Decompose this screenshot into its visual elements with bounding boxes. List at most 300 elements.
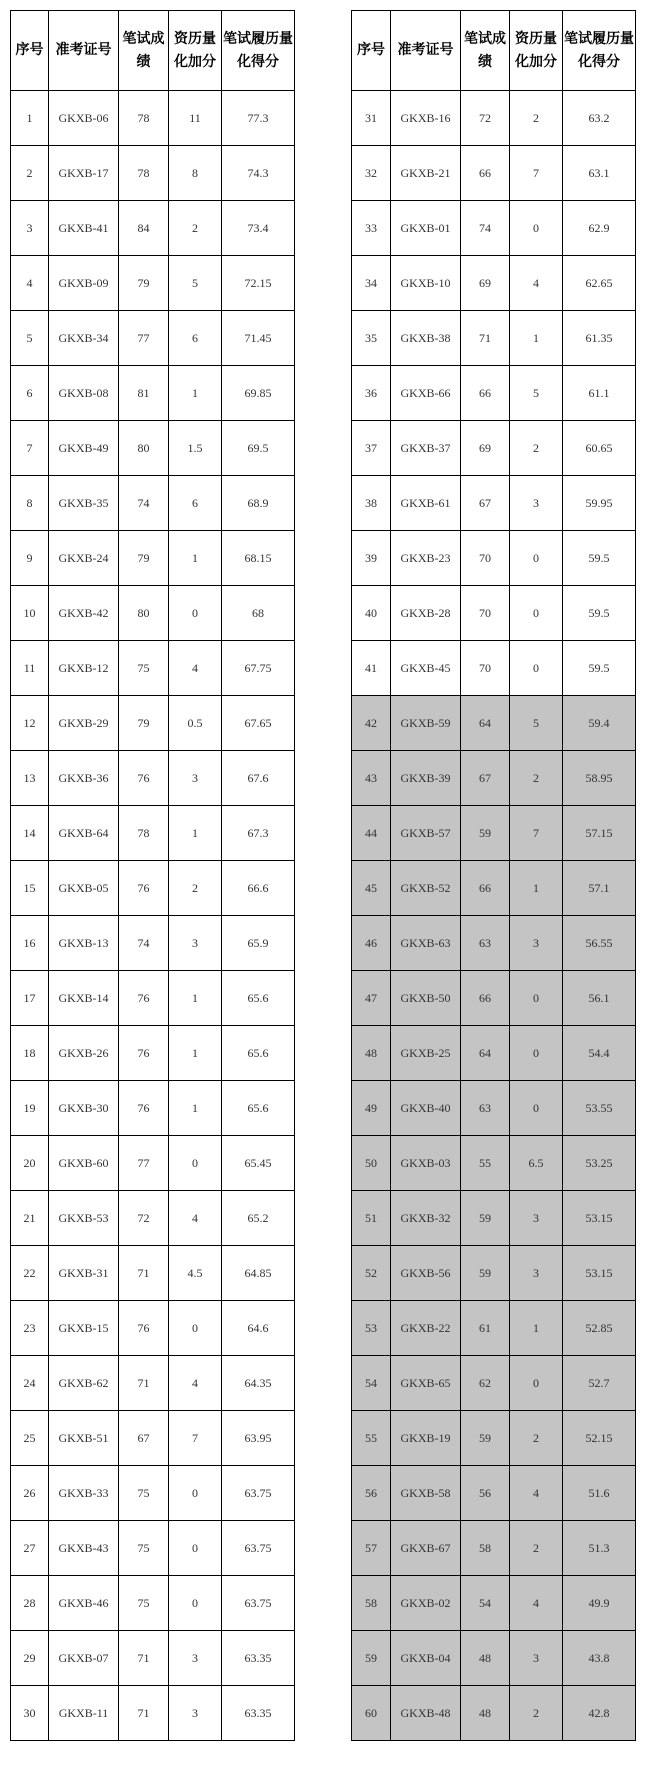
cell-index: 54: [352, 1356, 391, 1411]
cell-total-score: 67.6: [222, 751, 295, 806]
cell-index: 16: [11, 916, 49, 971]
cell-exam-id: GKXB-56: [391, 1246, 461, 1301]
cell-written-score: 62: [461, 1356, 510, 1411]
header-index: 序号: [352, 11, 391, 91]
score-table-right: [351, 10, 636, 1741]
cell-total-score: 65.6: [222, 1081, 295, 1136]
cell-qualification-bonus: 7: [510, 806, 563, 861]
cell-qualification-bonus: 0: [510, 586, 563, 641]
header-row: [11, 11, 295, 91]
cell-index: 37: [352, 421, 391, 476]
cell-written-score: 74: [461, 201, 510, 256]
table-row: [352, 916, 636, 971]
cell-written-score: 64: [461, 1026, 510, 1081]
cell-exam-id: GKXB-39: [391, 751, 461, 806]
cell-total-score: 60.65: [563, 421, 636, 476]
cell-index: 21: [11, 1191, 49, 1246]
cell-total-score: 59.4: [563, 696, 636, 751]
cell-index: 18: [11, 1026, 49, 1081]
cell-exam-id: GKXB-52: [391, 861, 461, 916]
cell-qualification-bonus: 5: [169, 256, 222, 311]
cell-exam-id: GKXB-09: [49, 256, 119, 311]
cell-exam-id: GKXB-28: [391, 586, 461, 641]
cell-written-score: 77: [119, 1136, 169, 1191]
cell-index: 28: [11, 1576, 49, 1631]
cell-exam-id: GKXB-10: [391, 256, 461, 311]
cell-exam-id: GKXB-38: [391, 311, 461, 366]
cell-index: 36: [352, 366, 391, 421]
cell-qualification-bonus: 3: [510, 476, 563, 531]
header-qualification-bonus: 资历量化加分: [169, 11, 222, 91]
table-row: [11, 1521, 295, 1576]
cell-index: 44: [352, 806, 391, 861]
cell-written-score: 75: [119, 1576, 169, 1631]
cell-index: 38: [352, 476, 391, 531]
cell-total-score: 52.7: [563, 1356, 636, 1411]
cell-exam-id: GKXB-15: [49, 1301, 119, 1356]
table-row: [352, 806, 636, 861]
table-row: [11, 916, 295, 971]
cell-index: 25: [11, 1411, 49, 1466]
cell-total-score: 63.95: [222, 1411, 295, 1466]
cell-index: 43: [352, 751, 391, 806]
cell-written-score: 59: [461, 1246, 510, 1301]
cell-total-score: 63.35: [222, 1631, 295, 1686]
cell-written-score: 81: [119, 366, 169, 421]
table-row: [11, 421, 295, 476]
cell-qualification-bonus: 3: [510, 916, 563, 971]
cell-exam-id: GKXB-43: [49, 1521, 119, 1576]
cell-index: 20: [11, 1136, 49, 1191]
cell-qualification-bonus: 1: [510, 1301, 563, 1356]
cell-written-score: 76: [119, 1026, 169, 1081]
cell-qualification-bonus: 3: [510, 1631, 563, 1686]
cell-written-score: 79: [119, 256, 169, 311]
cell-index: 56: [352, 1466, 391, 1521]
cell-qualification-bonus: 1: [169, 971, 222, 1026]
cell-exam-id: GKXB-02: [391, 1576, 461, 1631]
cell-index: 1: [11, 91, 49, 146]
cell-written-score: 71: [119, 1631, 169, 1686]
cell-index: 58: [352, 1576, 391, 1631]
cell-total-score: 74.3: [222, 146, 295, 201]
cell-index: 49: [352, 1081, 391, 1136]
cell-total-score: 43.8: [563, 1631, 636, 1686]
table-row: [352, 256, 636, 311]
cell-exam-id: GKXB-51: [49, 1411, 119, 1466]
table-row: [11, 311, 295, 366]
header-row: [352, 11, 636, 91]
cell-exam-id: GKXB-22: [391, 1301, 461, 1356]
cell-total-score: 61.35: [563, 311, 636, 366]
cell-total-score: 53.25: [563, 1136, 636, 1191]
cell-total-score: 57.15: [563, 806, 636, 861]
cell-qualification-bonus: 3: [169, 1686, 222, 1741]
cell-index: 32: [352, 146, 391, 201]
table-row: [11, 256, 295, 311]
table-row: [352, 1081, 636, 1136]
cell-exam-id: GKXB-01: [391, 201, 461, 256]
cell-index: 17: [11, 971, 49, 1026]
cell-qualification-bonus: 3: [510, 1246, 563, 1301]
cell-written-score: 66: [461, 861, 510, 916]
cell-written-score: 70: [461, 531, 510, 586]
cell-total-score: 67.3: [222, 806, 295, 861]
cell-written-score: 72: [461, 91, 510, 146]
header-index: 序号: [11, 11, 49, 91]
header-total-score: 笔试履历量化得分: [222, 11, 295, 91]
cell-exam-id: GKXB-61: [391, 476, 461, 531]
cell-written-score: 63: [461, 1081, 510, 1136]
cell-total-score: 59.95: [563, 476, 636, 531]
cell-total-score: 68.9: [222, 476, 295, 531]
cell-total-score: 65.6: [222, 1026, 295, 1081]
cell-written-score: 78: [119, 806, 169, 861]
cell-exam-id: GKXB-41: [49, 201, 119, 256]
cell-index: 31: [352, 91, 391, 146]
cell-exam-id: GKXB-07: [49, 1631, 119, 1686]
cell-qualification-bonus: 7: [510, 146, 563, 201]
cell-index: 15: [11, 861, 49, 916]
cell-total-score: 65.45: [222, 1136, 295, 1191]
cell-qualification-bonus: 0.5: [169, 696, 222, 751]
cell-qualification-bonus: 2: [510, 1411, 563, 1466]
cell-index: 60: [352, 1686, 391, 1741]
cell-total-score: 64.35: [222, 1356, 295, 1411]
cell-written-score: 66: [461, 971, 510, 1026]
score-table-right-body: [352, 91, 636, 1741]
table-row: [352, 476, 636, 531]
cell-exam-id: GKXB-36: [49, 751, 119, 806]
cell-index: 30: [11, 1686, 49, 1741]
cell-qualification-bonus: 1: [169, 1081, 222, 1136]
header-qualification-bonus: 资历量化加分: [510, 11, 563, 91]
cell-written-score: 67: [461, 751, 510, 806]
table-row: [352, 1576, 636, 1631]
cell-written-score: 74: [119, 916, 169, 971]
table-row: [352, 641, 636, 696]
cell-exam-id: GKXB-31: [49, 1246, 119, 1301]
table-row: [11, 696, 295, 751]
table-row: [11, 476, 295, 531]
cell-index: 22: [11, 1246, 49, 1301]
cell-written-score: 66: [461, 366, 510, 421]
cell-index: 53: [352, 1301, 391, 1356]
table-row: [352, 696, 636, 751]
cell-exam-id: GKXB-37: [391, 421, 461, 476]
table-row: [352, 1136, 636, 1191]
cell-written-score: 63: [461, 916, 510, 971]
cell-total-score: 61.1: [563, 366, 636, 421]
cell-qualification-bonus: 0: [169, 1521, 222, 1576]
cell-qualification-bonus: 5: [510, 366, 563, 421]
cell-index: 40: [352, 586, 391, 641]
cell-total-score: 62.65: [563, 256, 636, 311]
cell-index: 45: [352, 861, 391, 916]
cell-index: 33: [352, 201, 391, 256]
cell-total-score: 71.45: [222, 311, 295, 366]
cell-exam-id: GKXB-64: [49, 806, 119, 861]
cell-qualification-bonus: 3: [169, 751, 222, 806]
cell-qualification-bonus: 2: [510, 751, 563, 806]
cell-index: 35: [352, 311, 391, 366]
cell-exam-id: GKXB-11: [49, 1686, 119, 1741]
cell-index: 57: [352, 1521, 391, 1576]
cell-qualification-bonus: 1.5: [169, 421, 222, 476]
cell-index: 23: [11, 1301, 49, 1356]
cell-exam-id: GKXB-57: [391, 806, 461, 861]
cell-written-score: 76: [119, 861, 169, 916]
cell-total-score: 57.1: [563, 861, 636, 916]
cell-written-score: 80: [119, 421, 169, 476]
cell-written-score: 84: [119, 201, 169, 256]
table-row: [352, 201, 636, 256]
cell-index: 12: [11, 696, 49, 751]
cell-total-score: 49.9: [563, 1576, 636, 1631]
cell-written-score: 71: [119, 1246, 169, 1301]
cell-written-score: 59: [461, 1411, 510, 1466]
cell-index: 50: [352, 1136, 391, 1191]
cell-total-score: 69.5: [222, 421, 295, 476]
cell-index: 46: [352, 916, 391, 971]
cell-written-score: 80: [119, 586, 169, 641]
score-table-left-body: [11, 91, 295, 1741]
cell-index: 27: [11, 1521, 49, 1576]
cell-qualification-bonus: 2: [510, 1686, 563, 1741]
cell-exam-id: GKXB-14: [49, 971, 119, 1026]
cell-total-score: 56.55: [563, 916, 636, 971]
cell-qualification-bonus: 0: [510, 201, 563, 256]
cell-total-score: 65.2: [222, 1191, 295, 1246]
cell-exam-id: GKXB-32: [391, 1191, 461, 1246]
table-row: [11, 861, 295, 916]
cell-written-score: 76: [119, 751, 169, 806]
table-row: [352, 1301, 636, 1356]
cell-total-score: 58.95: [563, 751, 636, 806]
cell-exam-id: GKXB-12: [49, 641, 119, 696]
cell-index: 14: [11, 806, 49, 861]
cell-written-score: 76: [119, 971, 169, 1026]
cell-written-score: 71: [119, 1686, 169, 1741]
cell-written-score: 67: [119, 1411, 169, 1466]
cell-qualification-bonus: 0: [169, 1136, 222, 1191]
cell-total-score: 51.6: [563, 1466, 636, 1521]
cell-qualification-bonus: 2: [169, 201, 222, 256]
cell-qualification-bonus: 1: [510, 861, 563, 916]
cell-exam-id: GKXB-24: [49, 531, 119, 586]
table-row: [11, 751, 295, 806]
cell-qualification-bonus: 2: [510, 1521, 563, 1576]
cell-written-score: 76: [119, 1301, 169, 1356]
cell-exam-id: GKXB-26: [49, 1026, 119, 1081]
cell-written-score: 75: [119, 1521, 169, 1576]
cell-exam-id: GKXB-65: [391, 1356, 461, 1411]
cell-qualification-bonus: 5: [510, 696, 563, 751]
cell-qualification-bonus: 0: [510, 1081, 563, 1136]
cell-written-score: 79: [119, 696, 169, 751]
cell-written-score: 67: [461, 476, 510, 531]
cell-qualification-bonus: 4.5: [169, 1246, 222, 1301]
cell-total-score: 63.35: [222, 1686, 295, 1741]
cell-qualification-bonus: 11: [169, 91, 222, 146]
cell-written-score: 75: [119, 1466, 169, 1521]
cell-qualification-bonus: 1: [169, 1026, 222, 1081]
table-row: [352, 1411, 636, 1466]
table-row: [11, 201, 295, 256]
cell-written-score: 78: [119, 146, 169, 201]
table-row: [11, 531, 295, 586]
cell-exam-id: GKXB-59: [391, 696, 461, 751]
table-row: [11, 366, 295, 421]
table-row: [352, 146, 636, 201]
cell-index: 52: [352, 1246, 391, 1301]
cell-written-score: 78: [119, 91, 169, 146]
table-row: [352, 1356, 636, 1411]
cell-qualification-bonus: 6: [169, 311, 222, 366]
cell-total-score: 65.6: [222, 971, 295, 1026]
cell-total-score: 42.8: [563, 1686, 636, 1741]
table-row: [352, 421, 636, 476]
table-row: [11, 1301, 295, 1356]
cell-qualification-bonus: 8: [169, 146, 222, 201]
cell-qualification-bonus: 3: [169, 1631, 222, 1686]
cell-total-score: 63.2: [563, 91, 636, 146]
cell-written-score: 55: [461, 1136, 510, 1191]
cell-total-score: 66.6: [222, 861, 295, 916]
table-row: [11, 1411, 295, 1466]
cell-exam-id: GKXB-58: [391, 1466, 461, 1521]
table-row: [352, 1686, 636, 1741]
cell-written-score: 71: [119, 1356, 169, 1411]
cell-qualification-bonus: 0: [510, 531, 563, 586]
cell-written-score: 66: [461, 146, 510, 201]
cell-exam-id: GKXB-23: [391, 531, 461, 586]
cell-qualification-bonus: 0: [169, 1466, 222, 1521]
cell-index: 26: [11, 1466, 49, 1521]
cell-index: 10: [11, 586, 49, 641]
cell-qualification-bonus: 6.5: [510, 1136, 563, 1191]
cell-exam-id: GKXB-34: [49, 311, 119, 366]
cell-total-score: 63.75: [222, 1466, 295, 1521]
cell-exam-id: GKXB-63: [391, 916, 461, 971]
table-row: [352, 1631, 636, 1686]
table-row: [11, 1686, 295, 1741]
cell-total-score: 64.6: [222, 1301, 295, 1356]
cell-written-score: 74: [119, 476, 169, 531]
cell-exam-id: GKXB-50: [391, 971, 461, 1026]
header-written-score: 笔试成绩: [461, 11, 510, 91]
cell-total-score: 63.75: [222, 1521, 295, 1576]
cell-qualification-bonus: 0: [510, 1026, 563, 1081]
cell-qualification-bonus: 2: [169, 861, 222, 916]
table-row: [352, 531, 636, 586]
cell-written-score: 75: [119, 641, 169, 696]
cell-exam-id: GKXB-05: [49, 861, 119, 916]
cell-index: 29: [11, 1631, 49, 1686]
cell-written-score: 64: [461, 696, 510, 751]
table-row: [11, 641, 295, 696]
cell-exam-id: GKXB-40: [391, 1081, 461, 1136]
header-exam-id: 准考证号: [49, 11, 119, 91]
cell-exam-id: GKXB-30: [49, 1081, 119, 1136]
cell-exam-id: GKXB-13: [49, 916, 119, 971]
cell-index: 3: [11, 201, 49, 256]
table-row: [11, 1576, 295, 1631]
cell-written-score: 48: [461, 1686, 510, 1741]
cell-exam-id: GKXB-03: [391, 1136, 461, 1191]
cell-written-score: 48: [461, 1631, 510, 1686]
cell-total-score: 53.55: [563, 1081, 636, 1136]
table-row: [352, 971, 636, 1026]
cell-index: 13: [11, 751, 49, 806]
cell-qualification-bonus: 4: [510, 1466, 563, 1521]
cell-exam-id: GKXB-25: [391, 1026, 461, 1081]
cell-total-score: 54.4: [563, 1026, 636, 1081]
cell-total-score: 64.85: [222, 1246, 295, 1301]
cell-qualification-bonus: 1: [169, 366, 222, 421]
cell-exam-id: GKXB-67: [391, 1521, 461, 1576]
cell-written-score: 59: [461, 806, 510, 861]
cell-written-score: 76: [119, 1081, 169, 1136]
table-row: [11, 91, 295, 146]
cell-index: 19: [11, 1081, 49, 1136]
cell-written-score: 69: [461, 256, 510, 311]
cell-qualification-bonus: 1: [169, 531, 222, 586]
cell-exam-id: GKXB-49: [49, 421, 119, 476]
cell-exam-id: GKXB-08: [49, 366, 119, 421]
cell-exam-id: GKXB-46: [49, 1576, 119, 1631]
cell-qualification-bonus: 0: [169, 1576, 222, 1631]
cell-index: 24: [11, 1356, 49, 1411]
cell-exam-id: GKXB-16: [391, 91, 461, 146]
cell-written-score: 70: [461, 586, 510, 641]
cell-qualification-bonus: 0: [169, 1301, 222, 1356]
cell-index: 9: [11, 531, 49, 586]
cell-total-score: 73.4: [222, 201, 295, 256]
table-row: [352, 1246, 636, 1301]
cell-index: 55: [352, 1411, 391, 1466]
cell-qualification-bonus: 4: [169, 1191, 222, 1246]
cell-qualification-bonus: 6: [169, 476, 222, 531]
cell-index: 5: [11, 311, 49, 366]
cell-index: 47: [352, 971, 391, 1026]
cell-qualification-bonus: 3: [169, 916, 222, 971]
cell-index: 11: [11, 641, 49, 696]
cell-total-score: 65.9: [222, 916, 295, 971]
table-row: [11, 1191, 295, 1246]
cell-index: 42: [352, 696, 391, 751]
cell-total-score: 67.75: [222, 641, 295, 696]
cell-total-score: 52.15: [563, 1411, 636, 1466]
cell-qualification-bonus: 1: [510, 311, 563, 366]
cell-index: 4: [11, 256, 49, 311]
cell-exam-id: GKXB-29: [49, 696, 119, 751]
cell-exam-id: GKXB-33: [49, 1466, 119, 1521]
score-table-left: [10, 10, 295, 1741]
cell-total-score: 63.75: [222, 1576, 295, 1631]
cell-written-score: 61: [461, 1301, 510, 1356]
cell-qualification-bonus: 0: [510, 971, 563, 1026]
cell-qualification-bonus: 0: [169, 586, 222, 641]
table-row: [11, 1136, 295, 1191]
table-row: [11, 1081, 295, 1136]
cell-total-score: 62.9: [563, 201, 636, 256]
table-row: [352, 1521, 636, 1576]
cell-qualification-bonus: 2: [510, 421, 563, 476]
cell-exam-id: GKXB-45: [391, 641, 461, 696]
cell-total-score: 67.65: [222, 696, 295, 751]
cell-exam-id: GKXB-06: [49, 91, 119, 146]
